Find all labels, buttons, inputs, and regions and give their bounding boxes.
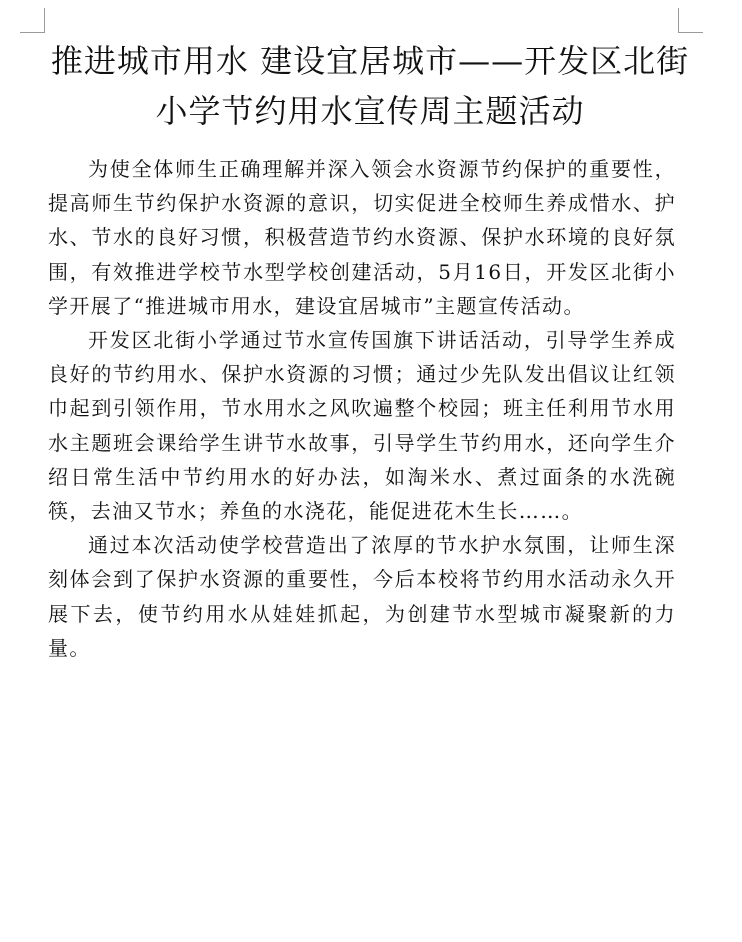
paragraph-2: 开发区北街小学通过节水宣传国旗下讲话活动，引导学生养成良好的节约用水、保护水资源的习惯；通过少先队发出倡议让红领巾起到引领作用，节水用水之风吹遍整个校园；班主任利用节水用水主题班会课给学生讲节水故事，引导学生节约用水，还向学生介绍日常生活中节约用水的好办法，如淘米水、煮过面条的水洗碗筷，去油又节水；养鱼的水浇花，能促进花木生长……。: [48, 328, 676, 524]
crop-mark-top-right: [678, 8, 703, 33]
paragraph-3: 通过本次活动使学校营造出了浓厚的节水护水氛围，让师生深刻体会到了保护水资源的重要性，今后本校将节约用水活动永久开展下去，使节约用水从娃娃抓起，为创建节水型城市凝聚新的力量。: [48, 533, 676, 660]
document-title: 推进城市用水 建设宜居城市——开发区北街小学节约用水宣传周主题活动: [50, 42, 690, 130]
paragraph-1: 为使全体师生正确理解并深入领会水资源节约保护的重要性，提高师生节约保护水资源的意识，切实促进全校师生养成惜水、护水、节水的良好习惯，积极营造节约水资源、保护水环境的良好氛围，有效推进学校节水型学校创建活动，5月16日，开发区北街小学开展了“推进城市用水，建设宜居城市”主题宣传活动。: [48, 157, 676, 318]
document-body: [48, 152, 676, 665]
crop-mark-top-left: [20, 8, 45, 33]
